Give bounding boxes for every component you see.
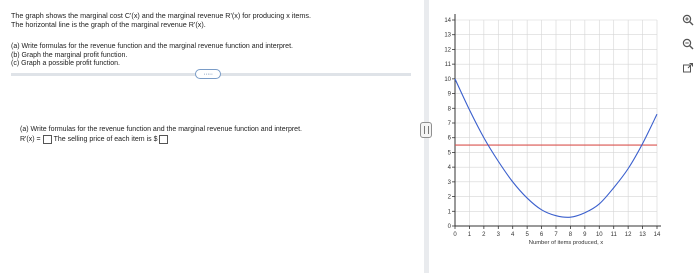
external-link-icon[interactable] — [682, 62, 694, 74]
x-tick-label: 6 — [539, 232, 544, 238]
part-c-text: (c) Graph a possible profit function. — [11, 60, 120, 68]
x-axis-label: Number of items produced, x — [528, 240, 604, 246]
expand-more-button[interactable]: ····· — [195, 69, 221, 79]
x-tick-label: 9 — [583, 232, 587, 238]
x-tick-label: 10 — [595, 232, 603, 238]
graph-panel — [440, 0, 676, 273]
y-tick-label: 0 — [447, 224, 451, 230]
y-tick-label: 6 — [447, 135, 451, 142]
y-tick-label: 3 — [447, 179, 451, 186]
marginal-cost-revenue-chart — [440, 0, 676, 273]
x-tick-label: 8 — [568, 232, 573, 238]
y-tick-label: 11 — [444, 62, 451, 69]
x-tick-label: 4 — [511, 232, 515, 238]
y-tick-label: 14 — [444, 18, 451, 24]
y-tick-label: 8 — [447, 106, 451, 113]
x-tick-label: 2 — [482, 232, 486, 238]
x-tick-label: 5 — [525, 232, 529, 238]
part-b-text: (b) Graph the marginal profit function. — [11, 51, 128, 59]
x-tick-label: 0 — [453, 232, 457, 238]
y-tick-label: 10 — [444, 76, 451, 83]
part-a-text: (a) Write formulas for the revenue function and the marginal revenue function and interpret. — [11, 43, 293, 50]
x-tick-label: 11 — [610, 232, 617, 238]
prompt-line-2: The horizontal line is the graph of the marginal revenue R'(x). — [11, 20, 206, 29]
x-tick-label: 3 — [496, 232, 500, 238]
question-parts — [11, 43, 293, 69]
y-tick-label: 4 — [447, 165, 451, 172]
zoom-out-icon[interactable] — [682, 38, 694, 50]
grip-icon — [424, 126, 429, 134]
x-tick-label: 1 — [467, 232, 472, 238]
r-prime-label: R'(x) = — [20, 136, 41, 143]
r-prime-answer-box[interactable] — [43, 135, 52, 144]
zoom-in-icon[interactable] — [682, 14, 694, 26]
y-tick-label: 1 — [447, 209, 451, 216]
selling-price-answer-box[interactable] — [159, 135, 168, 144]
x-tick-label: 7 — [554, 232, 558, 238]
graph-tools — [676, 0, 700, 273]
y-tick-label: 13 — [444, 32, 451, 39]
y-tick-label: 2 — [447, 194, 451, 201]
selling-price-label: The selling price of each item is $ — [53, 136, 158, 143]
x-tick-label: 12 — [624, 232, 632, 238]
y-tick-label: 7 — [447, 121, 451, 127]
y-tick-label: 12 — [444, 47, 451, 54]
y-tick-label: 5 — [447, 150, 451, 157]
prompt-line-1: The graph shows the marginal cost C'(x) and the marginal revenue R'(x) for producing x items. — [11, 11, 311, 20]
question-prompt — [11, 11, 311, 29]
current-part-text: (a) Write formulas for the revenue function and the marginal revenue function and interpret. — [20, 126, 302, 133]
y-tick-label: 9 — [447, 91, 451, 98]
x-tick-label: 14 — [653, 232, 661, 238]
resize-handle[interactable] — [420, 122, 432, 138]
answer-row — [20, 135, 170, 144]
x-tick-label: 13 — [639, 232, 646, 238]
